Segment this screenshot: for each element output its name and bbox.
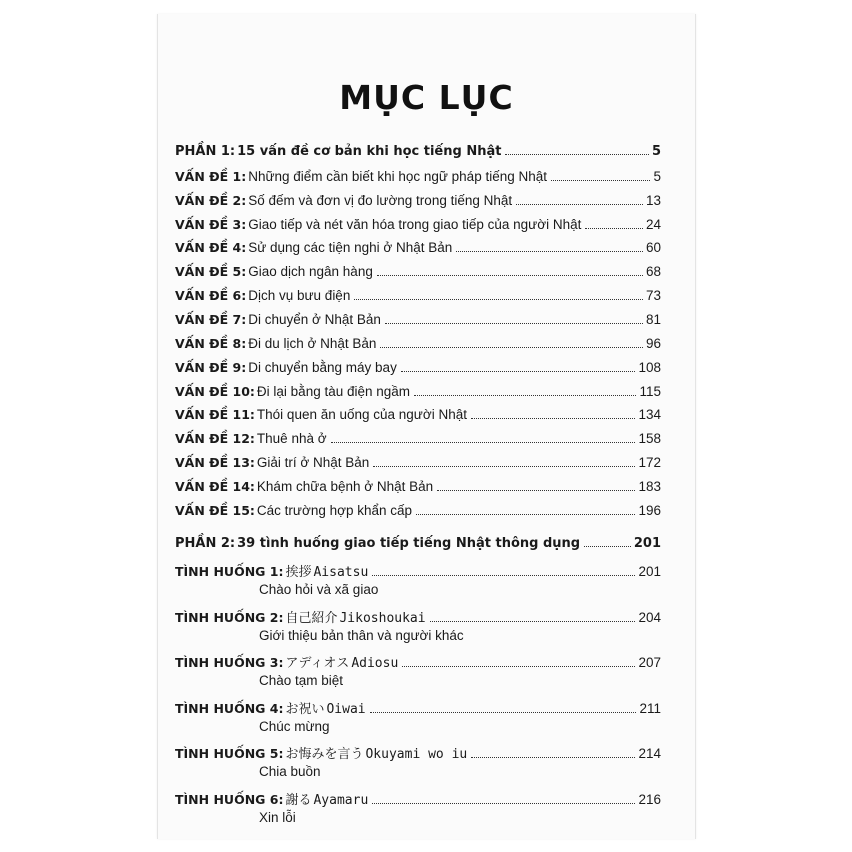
situation-japanese: お祝い <box>285 702 325 717</box>
situation-japanese: 謝る <box>285 793 312 808</box>
part-text: 15 vấn đề cơ bản khi học tiếng Nhật <box>237 144 502 159</box>
situation-romaji: Jikoshoukai <box>339 611 426 626</box>
situation-label: TÌNH HUỐNG 2: <box>175 610 284 625</box>
situation-label: TÌNH HUỐNG 4: <box>175 701 284 716</box>
dot-leader <box>585 228 643 229</box>
situation-label: TÌNH HUỐNG 6: <box>175 792 284 807</box>
page-number: 96 <box>645 336 661 351</box>
issue-text: Thuê nhà ở <box>256 431 327 446</box>
situation-meaning: Chúc mừng <box>259 719 330 734</box>
issue-label: VẤN ĐỀ 14: <box>175 479 255 494</box>
page-number: 172 <box>638 455 661 470</box>
page-number: 73 <box>645 288 661 303</box>
page-number: 134 <box>638 407 661 422</box>
toc-issue-15 <box>175 503 661 518</box>
issue-text: Đi du lịch ở Nhật Bản <box>248 336 377 351</box>
issue-text: Thói quen ăn uống của người Nhật <box>256 407 467 422</box>
toc-part-1 <box>175 144 661 159</box>
toc-situation-2 <box>175 607 661 626</box>
dot-leader <box>373 466 635 467</box>
dot-leader <box>401 371 636 372</box>
issue-text: Giao dịch ngân hàng <box>248 264 373 279</box>
issue-label: VẤN ĐỀ 9: <box>175 360 247 375</box>
toc-issue-3 <box>175 217 661 232</box>
situation-meaning: Chào tạm biệt <box>259 673 344 688</box>
page-number: 115 <box>639 384 661 399</box>
toc-situation-1 <box>175 561 661 580</box>
situation-romaji: Adiosu <box>351 656 399 671</box>
issue-label: VẤN ĐỀ 6: <box>175 288 247 303</box>
issue-label: VẤN ĐỀ 2: <box>175 193 247 208</box>
toc-part-2 <box>175 536 661 551</box>
toc-issue-12 <box>175 431 661 446</box>
dot-leader <box>505 154 649 155</box>
issue-text: Di chuyển ở Nhật Bản <box>248 312 381 327</box>
situation-label: TÌNH HUỐNG 1: <box>175 564 284 579</box>
part-label: PHẦN 2: <box>175 536 236 551</box>
dot-leader <box>416 514 635 515</box>
situation-japanese: 自己紹介 <box>285 611 338 626</box>
toc-issue-10 <box>175 384 661 399</box>
dot-leader <box>516 204 643 205</box>
dot-leader <box>471 757 635 758</box>
issue-label: VẤN ĐỀ 5: <box>175 264 247 279</box>
toc-situation-6 <box>175 789 661 808</box>
page-number: 204 <box>638 610 661 625</box>
dot-leader <box>414 395 636 396</box>
situation-meaning: Giới thiệu bản thân và người khác <box>259 628 464 643</box>
situation-romaji: Okuyami wo iu <box>365 747 468 762</box>
situation-meaning: Chia buồn <box>259 764 321 779</box>
issue-text: Những điểm cần biết khi học ngữ pháp tiếng Nhật <box>248 169 547 184</box>
issue-label: VẤN ĐỀ 7: <box>175 312 247 327</box>
situation-japanese: 挨拶 <box>285 565 312 580</box>
issue-text: Đi lại bằng tàu điện ngầm <box>256 384 411 399</box>
issue-label: VẤN ĐỀ 1: <box>175 169 247 184</box>
toc-issue-1 <box>175 169 661 184</box>
dot-leader <box>331 442 636 443</box>
toc-issue-6 <box>175 288 661 303</box>
page-number: 5 <box>653 169 661 184</box>
page-number: 68 <box>645 264 661 279</box>
issue-label: VẤN ĐỀ 15: <box>175 503 255 518</box>
dot-leader <box>370 712 637 713</box>
toc-issue-13 <box>175 455 661 470</box>
page-number: 60 <box>645 240 661 255</box>
page-title: MỤC LỤC <box>339 78 514 117</box>
page-number: 214 <box>638 746 661 761</box>
dot-leader <box>402 666 635 667</box>
issue-label: VẤN ĐỀ 13: <box>175 455 255 470</box>
issue-text: Khám chữa bệnh ở Nhật Bản <box>256 479 434 494</box>
toc-issue-5 <box>175 264 661 279</box>
situation-label: TÌNH HUỐNG 5: <box>175 746 284 761</box>
page-number: 196 <box>638 503 661 518</box>
issue-text: Giao tiếp và nét văn hóa trong giao tiếp của người Nhật <box>248 217 582 232</box>
book-page <box>157 14 696 839</box>
toc-issue-7 <box>175 312 661 327</box>
part-text: 39 tình huống giao tiếp tiếng Nhật thông dụng <box>237 536 581 551</box>
issue-label: VẤN ĐỀ 11: <box>175 407 255 422</box>
dot-leader <box>354 299 643 300</box>
part-label: PHẦN 1: <box>175 144 236 159</box>
page-number: 216 <box>638 792 661 807</box>
dot-leader <box>437 490 635 491</box>
situation-meaning: Chào hỏi và xã giao <box>259 582 379 597</box>
page-number: 201 <box>633 536 661 551</box>
page-number: 13 <box>645 193 661 208</box>
dot-leader <box>385 323 643 324</box>
situation-label: TÌNH HUỐNG 3: <box>175 655 284 670</box>
toc-issue-2 <box>175 193 661 208</box>
issue-text: Số đếm và đơn vị đo lường trong tiếng Nhật <box>248 193 513 208</box>
page-number: 5 <box>651 144 661 159</box>
situation-japanese: お悔みを言う <box>285 747 364 762</box>
issue-label: VẤN ĐỀ 3: <box>175 217 247 232</box>
dot-leader <box>551 180 650 181</box>
page-number: 158 <box>638 431 661 446</box>
issue-text: Sử dụng các tiện nghi ở Nhật Bản <box>248 240 453 255</box>
issue-label: VẤN ĐỀ 8: <box>175 336 247 351</box>
dot-leader <box>430 621 636 622</box>
issue-text: Di chuyển bằng máy bay <box>248 360 397 375</box>
toc-issue-9 <box>175 360 661 375</box>
page-number: 201 <box>638 564 661 579</box>
issue-text: Dịch vụ bưu điện <box>248 288 351 303</box>
issue-label: VẤN ĐỀ 10: <box>175 384 255 399</box>
page-number: 207 <box>638 655 661 670</box>
toc-issue-4 <box>175 240 661 255</box>
page-number: 211 <box>639 701 661 716</box>
dot-leader <box>584 546 631 547</box>
issue-label: VẤN ĐỀ 4: <box>175 240 247 255</box>
page-number: 183 <box>638 479 661 494</box>
dot-leader <box>372 575 635 576</box>
situation-romaji: Ayamaru <box>313 793 369 808</box>
toc-situation-4 <box>175 698 661 717</box>
issue-text: Giải trí ở Nhật Bản <box>256 455 370 470</box>
toc-issue-11 <box>175 407 661 422</box>
situation-romaji: Oiwai <box>326 702 366 717</box>
situation-japanese: アディオス <box>285 656 350 671</box>
dot-leader <box>380 347 643 348</box>
issue-text: Các trường hợp khẩn cấp <box>256 503 412 518</box>
page-number: 24 <box>645 217 661 232</box>
dot-leader <box>377 275 643 276</box>
toc-situation-5 <box>175 743 661 762</box>
dot-leader <box>471 418 636 419</box>
dot-leader <box>456 251 643 252</box>
page-number: 81 <box>645 312 661 327</box>
situation-meaning: Xin lỗi <box>259 810 296 825</box>
toc-situation-3 <box>175 652 661 671</box>
page-number: 108 <box>638 360 661 375</box>
toc-issue-8 <box>175 336 661 351</box>
issue-label: VẤN ĐỀ 12: <box>175 431 255 446</box>
situation-romaji: Aisatsu <box>313 565 369 580</box>
toc-issue-14 <box>175 479 661 494</box>
dot-leader <box>372 803 635 804</box>
